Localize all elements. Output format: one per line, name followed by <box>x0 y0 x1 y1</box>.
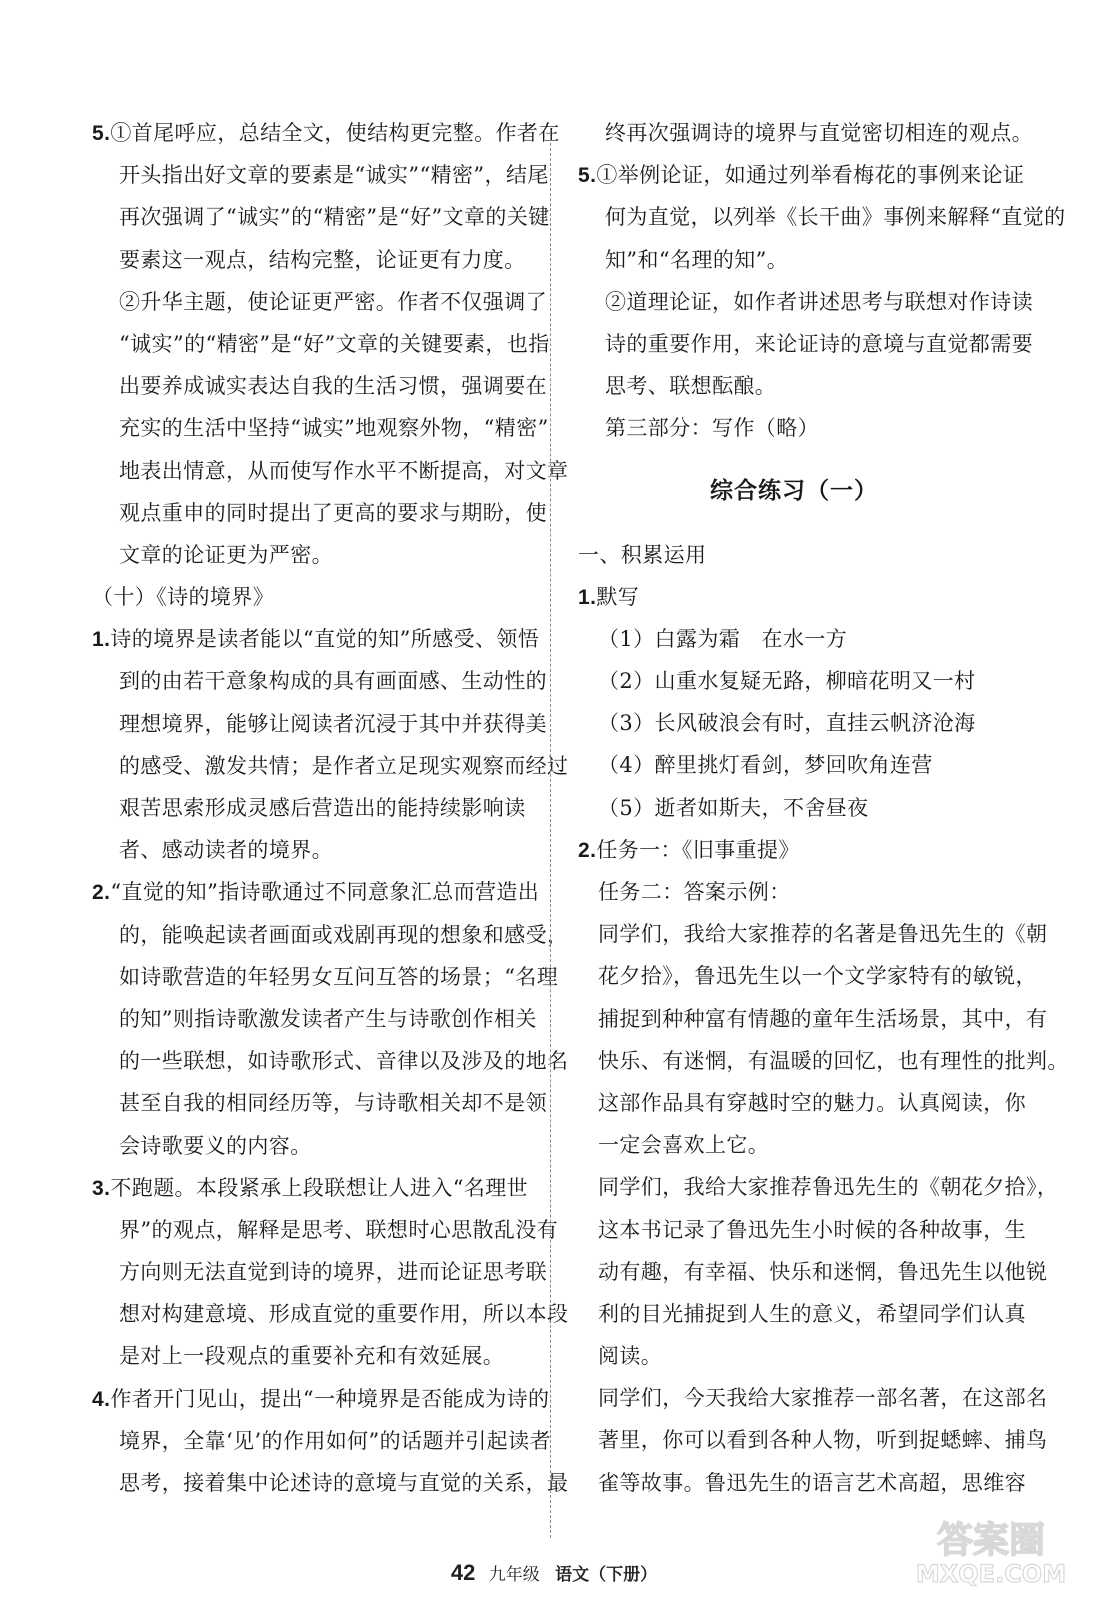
text-line <box>92 323 550 365</box>
text-line <box>92 1209 559 1251</box>
line-text: ①举例论证，如通过列举看梅花的事例来论证 <box>596 163 1025 188</box>
line-text: 同学们，我给大家推荐鲁迅先生的《朝花夕拾》， <box>598 1175 1059 1200</box>
text-line <box>578 744 1010 786</box>
line-text: 境界，全靠‘见’的作用如何”的话题并引起读者 <box>119 1428 551 1453</box>
text-line <box>578 1377 1048 1419</box>
text-line <box>92 1378 550 1420</box>
text-line <box>92 196 550 238</box>
line-text: 想对构建意境、形成直觉的重要作用，所以本段 <box>119 1302 569 1327</box>
section-title: 综合练习（一） <box>710 476 878 504</box>
text-line <box>578 1124 1010 1166</box>
text-line <box>578 702 1010 744</box>
text-line <box>578 1209 1026 1251</box>
text-line <box>92 450 569 492</box>
line-text: 何为直觉，以列举《长干曲》事例来解释“直觉的 <box>605 205 1066 230</box>
text-line <box>578 1419 1048 1461</box>
text-line <box>92 1420 551 1462</box>
text-line <box>578 787 1010 829</box>
line-text: 思考、联想酝酿。 <box>605 374 777 399</box>
text-line <box>578 196 1066 238</box>
line-text: 一定会喜欢上它。 <box>598 1133 770 1158</box>
line-text: 文章的论证更为严密。 <box>119 542 333 567</box>
right-column <box>578 112 1069 1504</box>
line-text: 第三部分：写作（略） <box>605 416 819 441</box>
text-line <box>92 534 524 576</box>
line-text: 捕捉到种种富有情趣的童年生活场景，其中，有 <box>598 1006 1048 1031</box>
text-line <box>92 1251 547 1293</box>
line-text: ②升华主题，使论证更严密。作者不仅强调了 <box>119 289 547 314</box>
line-text: 作者开门见山，提出“一种境界是否能成为诗的 <box>110 1386 550 1411</box>
text-line <box>578 955 1037 997</box>
line-text: 快乐、有迷惘，有温暖的回忆，也有理性的批判。 <box>598 1048 1069 1073</box>
line-text: 充实的生活中坚持“诚实”地观察外物，“精密” <box>119 416 549 441</box>
line-text: 思考，接着集中论述诗的意境与直觉的关系，最 <box>119 1471 569 1495</box>
item-number: 4. <box>92 1387 111 1411</box>
item-number: 5. <box>92 122 111 145</box>
text-line <box>92 365 547 407</box>
line-text: 是对上一段观点的重要补充和有效延展。 <box>119 1344 505 1369</box>
line-text: （1）白露为霜 在水一方 <box>598 626 848 651</box>
text-line <box>578 1293 1026 1335</box>
line-text: 这部作品具有穿越时空的魅力。认真阅读，你 <box>598 1090 1026 1115</box>
text-line <box>578 1040 1069 1082</box>
grade-label: 九年级 <box>488 1565 540 1585</box>
line-text: 这本书记录了鲁迅先生小时候的各种故事，生 <box>598 1217 1026 1242</box>
text-line <box>92 956 559 998</box>
text-line <box>92 576 524 618</box>
line-text: （5）逝者如斯夫，不舍昼夜 <box>598 795 869 820</box>
line-text: 一、积累运用 <box>578 542 707 567</box>
line-text: 到的由若干意象构成的具有画面感、生动性的 <box>119 669 547 694</box>
line-text: 地表出情意，从而使写作水平不断提高，对文章 <box>119 458 569 483</box>
watermark-logo <box>896 1510 1086 1590</box>
line-text: 界”的观点，解释是思考、联想时心思散乱没有 <box>119 1217 559 1242</box>
text-line <box>92 1040 569 1082</box>
line-text: 出要养成诚实表达自我的生活习惯，强调要在 <box>119 374 547 399</box>
text-line <box>578 1335 1010 1377</box>
line-text: “诚实”的“精密”是“好”文章的关键要素，也指 <box>119 331 550 356</box>
line-text: 的知”则指诗歌激发读者产生与诗歌创作相关 <box>119 1006 537 1031</box>
text-line <box>92 660 547 702</box>
left-column <box>92 112 569 1504</box>
text-line <box>92 998 537 1040</box>
subject-label: 语文（下册） <box>555 1565 658 1585</box>
item-number: 3. <box>92 1176 111 1200</box>
text-line <box>578 407 1010 449</box>
text-line <box>578 998 1048 1040</box>
line-text: 者、感动读者的境界。 <box>119 838 333 863</box>
text-line <box>92 239 524 281</box>
line-text: ①首尾呼应，总结全文，使结构更完整。作者在 <box>110 121 560 145</box>
line-text: 动有趣，有幸福、快乐和迷惘，鲁迅先生以他锐 <box>598 1259 1048 1284</box>
line-text: 任务一：《旧事重提》 <box>596 837 800 862</box>
line-text: （十）《诗的境界》 <box>92 585 275 610</box>
text-line <box>578 576 1010 618</box>
right-bottom-block <box>578 534 1069 1504</box>
line-text: 花夕拾》，鲁迅先生以一个文学家特有的敏锐， <box>598 964 1037 989</box>
line-text: 的，能唤起读者画面或戏剧再现的想象和感受， <box>119 922 569 947</box>
line-text: 艰苦思索形成灵感后营造出的能持续影响读 <box>119 796 526 820</box>
text-line <box>92 1293 569 1335</box>
text-line <box>578 365 1010 407</box>
text-line <box>92 112 560 154</box>
watermark-line2: MXQE.COM <box>915 1560 1067 1588</box>
line-text: 再次强调了“诚实”的“精密”是“好”文章的关键 <box>119 205 550 230</box>
line-text: 诗的重要作用，来论证诗的意境与直觉都需要 <box>605 331 1033 356</box>
line-text: 开头指出好文章的要素是“诚实”“精密”，结尾 <box>119 163 549 188</box>
item-number: 2. <box>578 838 597 862</box>
line-text: 要素这一观点，结构完整，论证更有力度。 <box>119 247 526 272</box>
text-line <box>92 914 569 956</box>
text-line <box>92 492 547 534</box>
text-line <box>578 534 1010 576</box>
text-line <box>578 618 1010 660</box>
line-text: （2）山重水复疑无路，柳暗花明又一村 <box>598 669 976 694</box>
line-text: 默写 <box>596 584 640 609</box>
text-line <box>578 112 1033 154</box>
text-line <box>578 239 1010 281</box>
text-line <box>92 1167 529 1209</box>
line-text: 任务二：答案示例： <box>598 880 791 904</box>
text-line <box>92 745 569 787</box>
line-text: 同学们，今天我给大家推荐一部名著，在这部名 <box>598 1386 1048 1411</box>
page-number: 42 <box>450 1560 476 1585</box>
line-text: 诗的境界是读者能以“直觉的知”所感受、领悟 <box>110 627 540 652</box>
text-line <box>578 829 1010 871</box>
text-line <box>578 660 1010 702</box>
line-text: 著里，你可以看到各种人物，听到捉蟋蟀、捕鸟 <box>598 1428 1048 1453</box>
text-line <box>92 1125 524 1167</box>
text-line <box>92 1335 524 1377</box>
text-line <box>578 1082 1026 1124</box>
line-text: 不跑题。本段紧承上段联想让人进入“名理世 <box>110 1175 529 1200</box>
text-line <box>578 323 1033 365</box>
line-text: 的感受、激发共情；是作者立足现实观察而经过 <box>119 753 569 778</box>
line-text: 同学们，我给大家推荐的名著是鲁迅先生的《朝 <box>598 922 1048 947</box>
text-line <box>92 703 547 745</box>
line-text: “直觉的知”指诗歌通过不同意象汇总而营造出 <box>110 880 540 905</box>
text-line <box>92 829 524 871</box>
text-line <box>578 871 1010 913</box>
line-text: 方向则无法直觉到诗的境界，进而论证思考联 <box>119 1260 547 1285</box>
text-line <box>578 154 1025 196</box>
line-text: 理想境界，能够让阅读者沉浸于其中并获得美 <box>119 711 547 736</box>
line-text: 观点重申的同时提出了更高的要求与期盼，使 <box>119 500 547 525</box>
line-text: 甚至自我的相同经历等，与诗歌相关却不是领 <box>119 1091 547 1116</box>
watermark-line1: 答案圈 <box>936 1520 1046 1561</box>
line-text: （4）醉里挑灯看剑，梦回吹角连营 <box>598 753 933 778</box>
item-number: 1. <box>578 585 597 609</box>
text-line <box>578 1251 1048 1293</box>
text-line <box>578 1166 1059 1208</box>
text-line <box>92 871 540 913</box>
text-line <box>92 787 524 829</box>
text-line <box>92 1462 569 1504</box>
line-text: 终再次强调诗的境界与直觉密切相连的观点。 <box>605 121 1033 145</box>
text-line <box>578 913 1048 955</box>
text-line <box>92 1082 547 1124</box>
line-text: 会诗歌要义的内容。 <box>119 1133 312 1158</box>
text-line <box>578 1462 1026 1504</box>
right-top-block <box>578 112 1066 450</box>
item-number: 1. <box>92 628 111 652</box>
column-divider <box>550 128 551 1538</box>
item-number: 5. <box>578 164 597 188</box>
line-text: 利的目光捕捉到人生的意义，希望同学们认真 <box>598 1301 1026 1326</box>
line-text: 如诗歌营造的年轻男女互问互答的场景；“名理 <box>119 964 559 989</box>
text-line <box>92 281 547 323</box>
text-line <box>92 154 549 196</box>
text-line <box>92 618 540 660</box>
text-line <box>92 407 549 449</box>
line-text: 的一些联想，如诗歌形式、音律以及涉及的地名 <box>119 1049 569 1074</box>
line-text: 知”和“名理的知”。 <box>605 247 789 272</box>
item-number: 2. <box>92 881 111 905</box>
line-text: （3）长风破浪会有时，直挂云帆济沧海 <box>598 711 976 736</box>
line-text: 阅读。 <box>598 1344 663 1369</box>
text-line <box>578 281 1033 323</box>
line-text: 雀等故事。鲁迅先生的语言艺术高超，思维容 <box>598 1470 1026 1495</box>
line-text: ②道理论证，如作者讲述思考与联想对作诗读 <box>605 289 1033 314</box>
